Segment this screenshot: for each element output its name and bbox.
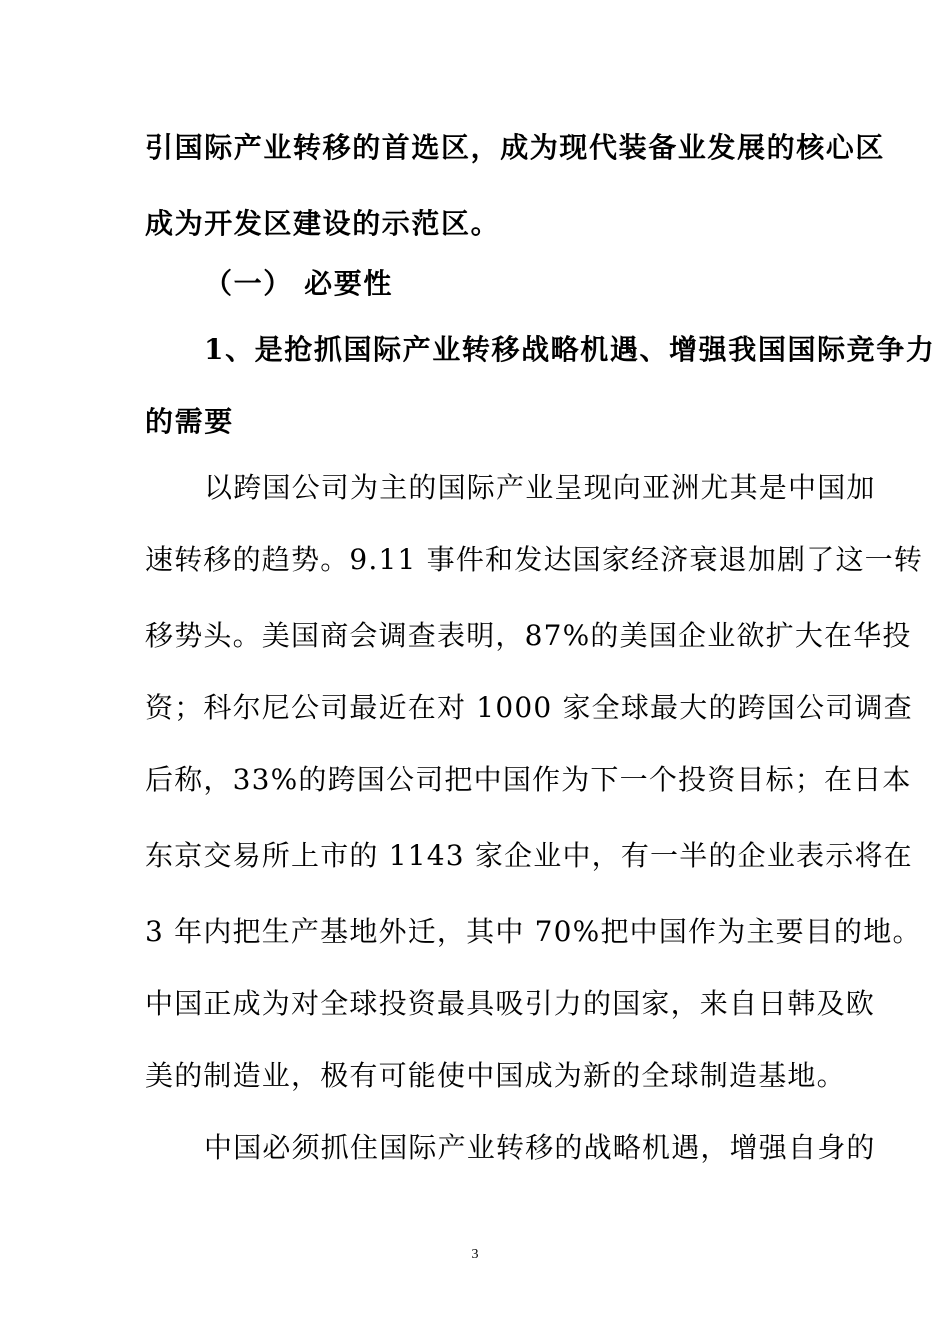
paragraph-line-6: 以跨国公司为主的国际产业呈现向亚洲尤其是中国加 [204,471,876,504]
paragraph-line-13: 中国正成为对全球投资最具吸引力的国家，来自日韩及欧 [145,987,876,1020]
paragraph-line-1: 引国际产业转移的首选区，成为现代装备业发展的核心区 [145,131,886,164]
paragraph-line-7: 速转移的趋势。9.11 事件和发达国家经济衰退加剧了这一转 [145,543,924,576]
subsection-heading-line-1: 1、是抢抓国际产业转移战略机遇、增强我国国际竞争力 [204,333,936,366]
subsection-heading-line-2: 的需要 [145,405,234,438]
paragraph-line-15: 中国必须抓住国际产业转移的战略机遇，增强自身的 [204,1131,876,1164]
paragraph-line-8: 移势头。美国商会调查表明，87%的美国企业欲扩大在华投 [145,619,912,652]
page-number: 3 [471,1247,479,1262]
paragraph-line-10: 后称，33%的跨国公司把中国作为下一个投资目标；在日本 [145,763,912,796]
paragraph-line-14: 美的制造业，极有可能使中国成为新的全球制造基地。 [145,1059,846,1092]
paragraph-line-9: 资；科尔尼公司最近在对 1000 家全球最大的跨国公司调查 [145,691,913,724]
paragraph-line-12: 3 年内把生产基地外迁，其中 70%把中国作为主要目的地。 [145,915,922,948]
paragraph-line-11: 东京交易所上市的 1143 家企业中，有一半的企业表示将在 [145,839,913,872]
paragraph-line-2: 成为开发区建设的示范区。 [145,207,501,240]
section-heading: （一） 必要性 [204,267,393,300]
